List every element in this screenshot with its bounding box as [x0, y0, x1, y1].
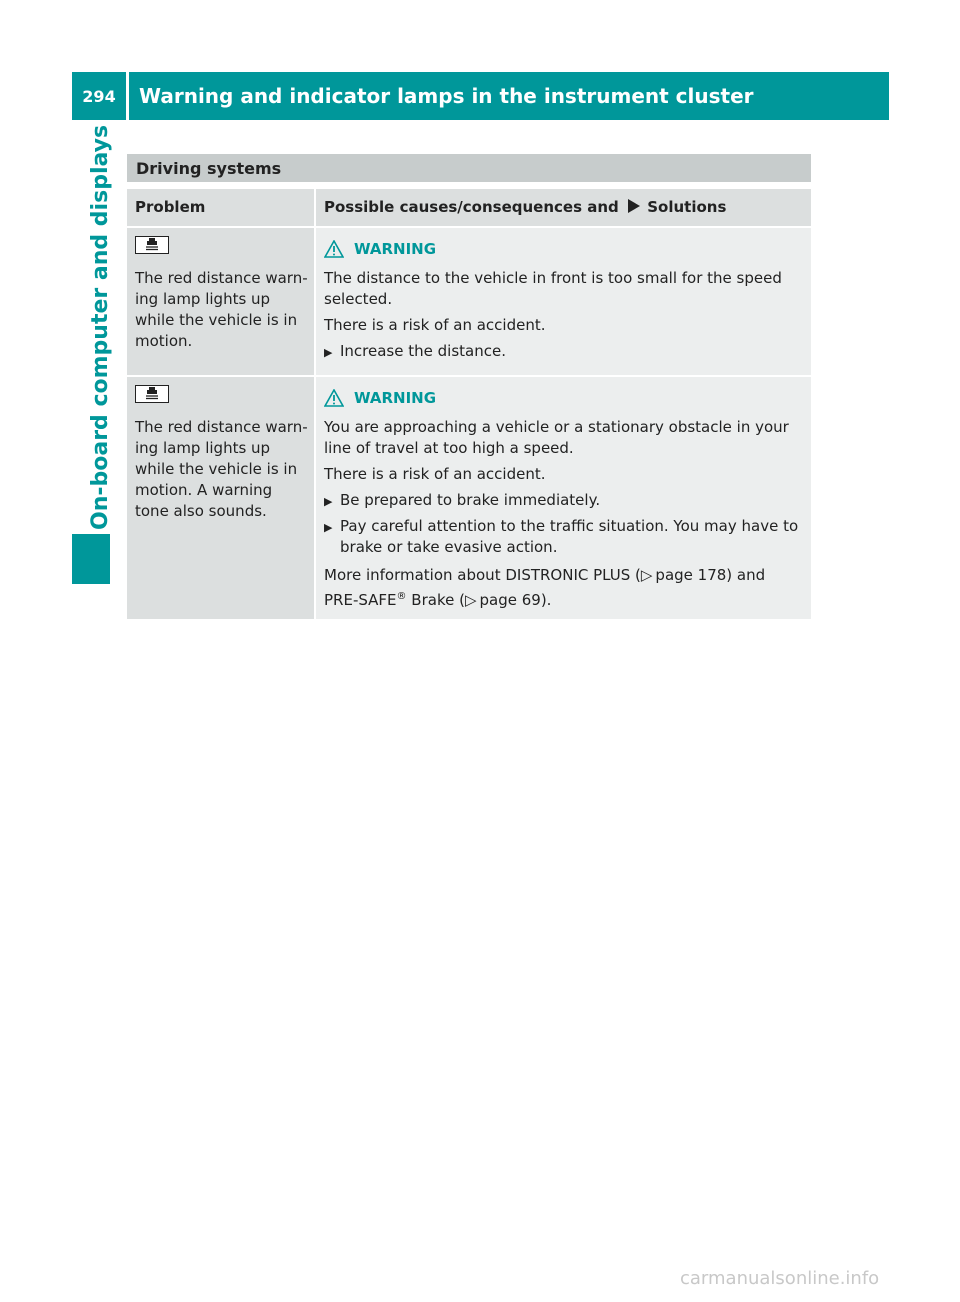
column-header-solutions-prefix: Possible causes/consequences and [324, 198, 619, 216]
warning-label: WARNING [354, 239, 437, 258]
side-tab-marker [72, 534, 110, 584]
distance-warning-lamp-icon [135, 236, 169, 254]
warning-triangle-icon [324, 389, 344, 407]
more-info-part: ) and [726, 566, 766, 584]
warning-heading [324, 387, 803, 409]
warning-label: WARNING [354, 388, 437, 407]
side-tab-label: On-board computer and displays [87, 124, 113, 530]
warning-text: The distance to the vehicle in front is too small for the speed selected. [324, 269, 782, 308]
step-arrow-icon: ▶ [324, 495, 333, 508]
step-arrow-icon: ▶ [324, 346, 333, 359]
watermark: carmanualsonline.info [680, 1268, 880, 1289]
page-ref-triangle-icon: ▷ [640, 566, 656, 584]
registered-mark: ® [396, 591, 407, 602]
more-info-text [324, 565, 803, 611]
more-info-part: Brake ( [406, 591, 465, 609]
column-header-solutions-suffix: Solutions [647, 198, 727, 216]
risk-text: There is a risk of an accident. [324, 465, 546, 483]
solution-cell [315, 227, 811, 376]
column-header-problem: Problem [127, 189, 315, 227]
table-header-row [127, 189, 811, 227]
distance-warning-lamp-icon [135, 385, 169, 403]
warning-triangle-icon [324, 240, 344, 258]
step-text: Be prepared to brake immediately. [340, 491, 601, 509]
solution-step [324, 490, 803, 512]
solution-step [324, 341, 803, 363]
page-ref-triangle-icon: ▷ [464, 591, 480, 609]
problem-text: The red distance warn-ing lamp lights up while the vehicle is in motion. [135, 269, 308, 350]
step-arrow-icon: ▶ [324, 521, 333, 534]
solution-arrow-icon [626, 199, 640, 213]
more-info-part: More information about DISTRONIC PLUS ( [324, 566, 641, 584]
step-text: Increase the distance. [340, 342, 506, 360]
more-info-part: ). [540, 591, 552, 609]
problem-cell [127, 227, 315, 376]
solution-step [324, 516, 803, 558]
page-reference-link[interactable]: page 69 [479, 591, 541, 609]
warning-text: You are approaching a vehicle or a stationary obstacle in your line of travel at too high a speed. [324, 418, 789, 457]
more-info-part: PRE-SAFE [324, 591, 397, 609]
warning-heading [324, 238, 803, 260]
page-header-title: Warning and indicator lamps in the instrument cluster [129, 72, 889, 120]
page-reference-link[interactable]: page 178 [655, 566, 727, 584]
solution-cell [315, 376, 811, 620]
table-row [127, 227, 811, 376]
column-header-solutions [315, 189, 811, 227]
problem-cell [127, 376, 315, 620]
page-number: 294 [72, 72, 126, 120]
table-row [127, 376, 811, 620]
step-text: Pay careful attention to the traffic situation. You may have to brake or take evasive action. [340, 517, 799, 556]
problem-text: The red distance warn-ing lamp lights up while the vehicle is in motion. A warning tone also sounds. [135, 418, 308, 520]
risk-text: There is a risk of an accident. [324, 316, 546, 334]
section-title: Driving systems [127, 154, 811, 182]
driving-systems-table [127, 189, 811, 621]
